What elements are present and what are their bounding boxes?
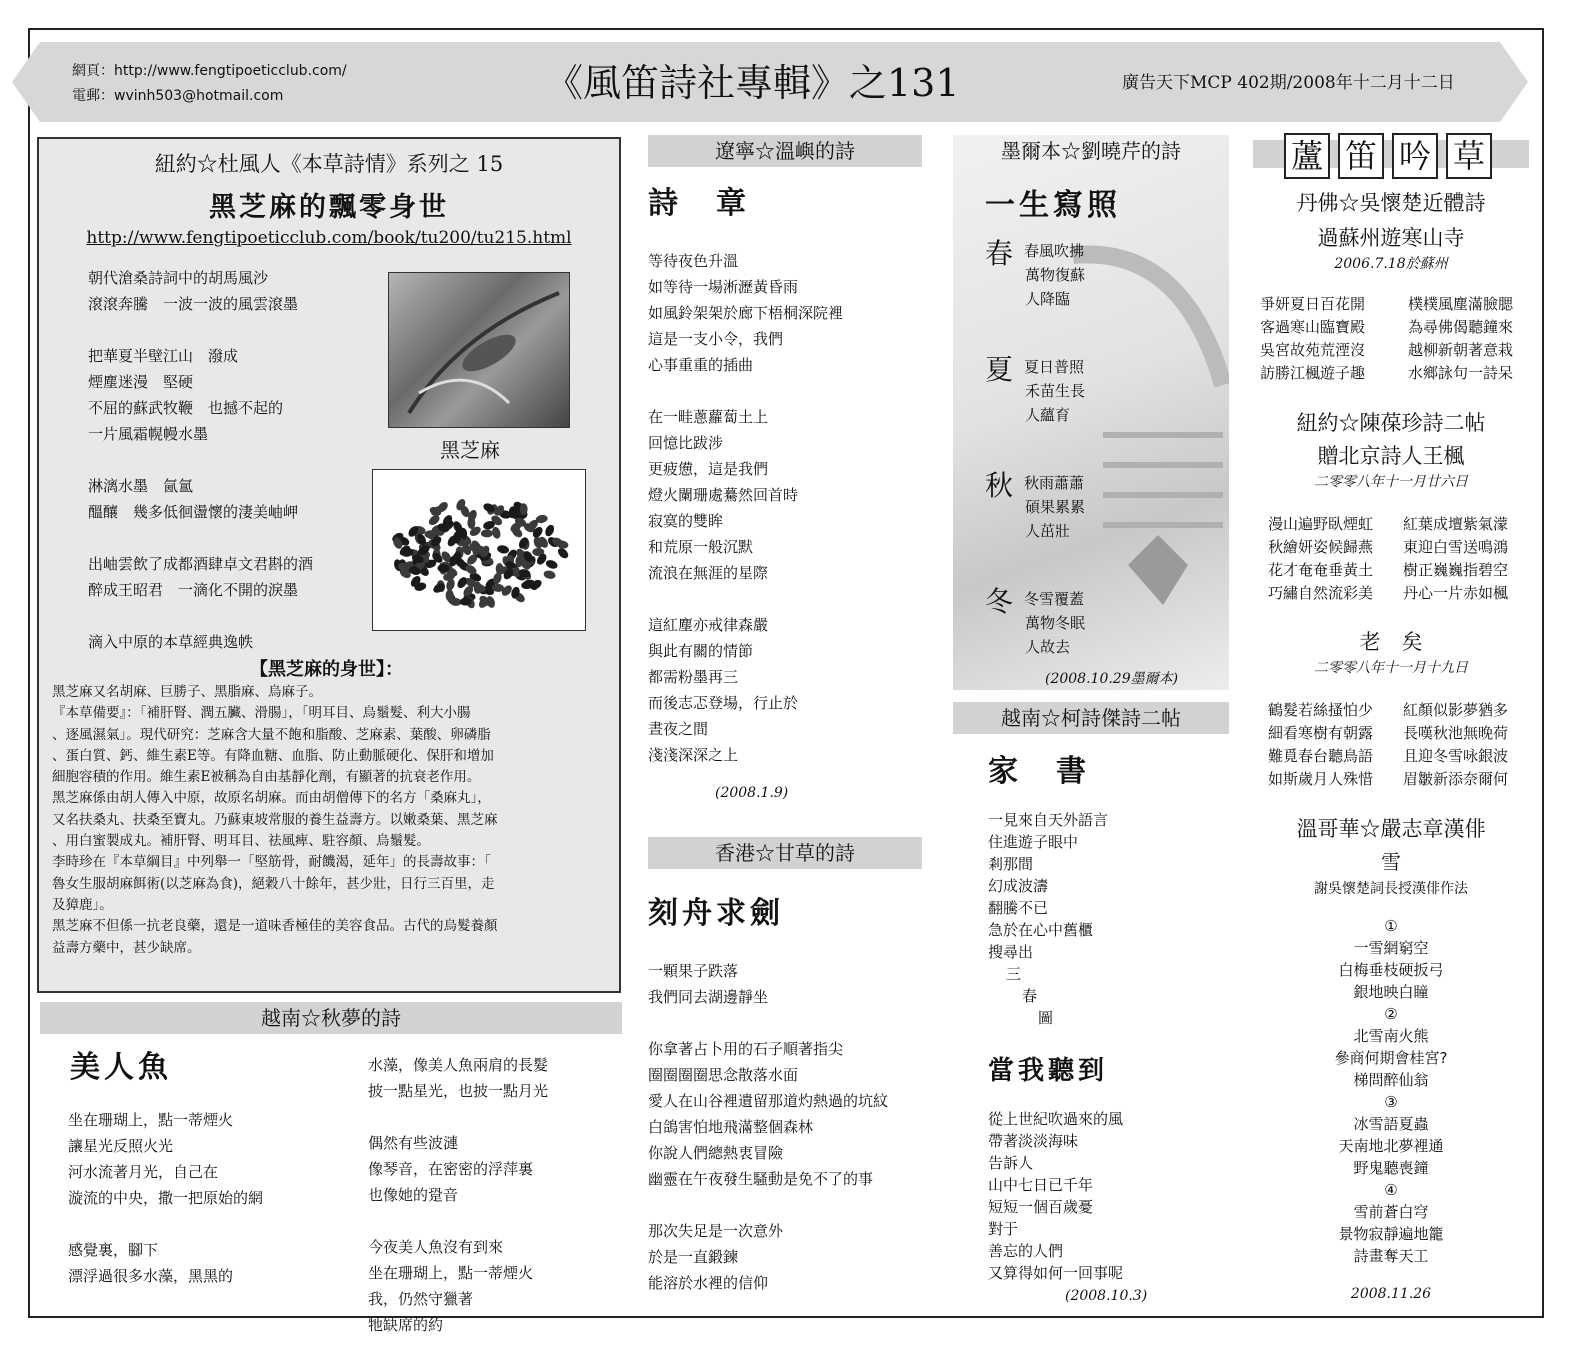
ke-stair-1: 三: [1006, 965, 1022, 983]
poem-line: 如斯歲月人殊惜: [1268, 770, 1374, 788]
plant-leaf-icon: [389, 273, 569, 427]
season-line: 人降臨: [1025, 290, 1071, 308]
poem-line: 河水流著月光，自己在: [68, 1163, 219, 1181]
season-char: 秋: [985, 469, 1014, 502]
poem-line: 於是一直鍛鍊: [648, 1248, 739, 1266]
page-title: 《風笛詩社專輯》之131: [545, 61, 960, 105]
season-line: 春風吹拂: [1024, 242, 1085, 260]
brand-char-box: 笛: [1338, 133, 1384, 179]
poem-line: 樸樸風塵滿臉腮: [1408, 295, 1514, 313]
gancao-title: 刻舟求劍: [648, 896, 784, 931]
poem-line: [648, 378, 843, 404]
feature-poem: [88, 265, 313, 655]
poem-line: 搜尋出: [988, 943, 1034, 961]
qiumeng-poem-col1: [68, 1107, 263, 1289]
haiku-line: 天南地北夢裡通: [1338, 1137, 1444, 1155]
season-line: 夏日普照: [1024, 358, 1085, 376]
ke-stair-3: 圖: [1038, 1009, 1054, 1027]
issue-info: 廣告天下MCP 402期/2008年十二月十二日: [1122, 73, 1455, 93]
poem-line: 善忘的人們: [988, 1242, 1064, 1260]
poem-line: 紅顏似影夢猶多: [1403, 701, 1509, 719]
poem-line: [88, 317, 313, 343]
season-line: 秋雨蕭蕭: [1024, 474, 1085, 492]
ke-heading: 越南☆柯詩傑詩二帖: [953, 702, 1229, 734]
poem-line: 樹正巍巍指碧空: [1403, 561, 1509, 579]
poem-line: 漂浮過很多水藻，黑黑的: [68, 1267, 234, 1285]
poem-line: 鶴髮若絲搔怕少: [1268, 701, 1374, 719]
poem-line: 急於在心中舊櫃: [988, 921, 1094, 939]
notes-line: 黑芝麻不但係一抗老良藥，還是一道味香極佳的美容食品。古代的烏髮養顏: [52, 918, 498, 935]
poem-line: 心事重重的插曲: [648, 356, 754, 374]
notes-line: 魯女生服胡麻餌術(以芝麻為食)，絕穀八十餘年，甚少壯，日行三百里，走: [52, 875, 495, 892]
season-char: 冬: [985, 585, 1014, 618]
notes-line: 、用白蜜製成丸。補肝腎、明耳目、祛風痺、駐容顏、烏鬚髮。: [52, 833, 430, 850]
poem-line: 漫山遍野臥煙虹: [1268, 515, 1374, 533]
notes-line: 李時珍在『本草綱目』中列舉一「堅筋骨，耐饑渴，延年」的長壽故事：「: [52, 854, 491, 871]
haiku-line: 一雪網窮空: [1353, 939, 1429, 957]
poem-line: 與此有關的情節: [648, 642, 754, 660]
poem-line: 牠缺席的約: [368, 1316, 444, 1334]
poem-line: 又算得如何一回事呢: [988, 1264, 1124, 1282]
poem-line: 對于: [988, 1220, 1019, 1238]
poem-line: 漩流的中央，撒一把原始的網: [68, 1189, 264, 1207]
chen-poem-2-right: [1403, 699, 1508, 791]
wu-date: 2006.7.18於蘇州: [1334, 256, 1448, 272]
poem-line: [88, 447, 313, 473]
feature-series: 紐約☆杜風人《本草詩情》系列之 15: [154, 152, 504, 176]
haiku-number: ③: [1384, 1093, 1398, 1111]
brand-char-box: 蘆: [1284, 133, 1330, 179]
season-char: 春: [985, 237, 1014, 270]
ke-title-1: 家 書: [988, 754, 1090, 789]
ke-title-2: 當我聽到: [988, 1056, 1109, 1086]
yan-title: 雪: [1381, 850, 1401, 874]
poem-line: 讓星光反照火光: [68, 1137, 174, 1155]
poem-line: 把華夏半壁江山 潑成: [88, 347, 239, 365]
poem-line: 披一點星光，也披一點月光: [368, 1082, 549, 1100]
poem-line: 山中七日已千年: [988, 1176, 1094, 1194]
haiku-line: 雪前蒼白穹: [1353, 1203, 1429, 1221]
haiku-line: 北雪南火熊: [1353, 1027, 1429, 1045]
yan-date: 2008.11.26: [1350, 1286, 1432, 1302]
chen-heading: 紐約☆陳葆珍詩二帖: [1296, 411, 1486, 435]
poem-line: 也像她的跫音: [368, 1186, 459, 1204]
poem-line: 坐在珊瑚上，點一蒂煙火: [68, 1111, 234, 1129]
sesame-seeds-photo: [372, 469, 586, 631]
poem-line: 為尋佛偈聽鐘來: [1408, 318, 1514, 336]
poem-line: 丹心一片赤如楓: [1403, 584, 1509, 602]
poem-line: [88, 525, 313, 551]
notes-line: 、逐風濕氣」。現代研究：芝麻含大量不飽和脂酸、芝麻素、葉酸、卵磷脂: [52, 726, 491, 743]
qiumeng-poem-col2: [368, 1052, 548, 1338]
brand-char-box: 草: [1446, 133, 1492, 179]
poem-line: 滾滾奔騰 一波一波的風雲滾墨: [88, 295, 299, 313]
poem-line: 細看寒樹有朝露: [1268, 724, 1374, 742]
chen-poem-1-left: [1268, 513, 1373, 605]
gancao-poem: [648, 958, 888, 1296]
seed-mark: [543, 570, 556, 580]
poem-line: 晝夜之間: [648, 720, 709, 738]
poem-line: 幻成波濤: [988, 877, 1049, 895]
feature-url[interactable]: http://www.fengtipoeticclub.com/book/tu200/tu215.html: [86, 228, 572, 248]
haiku-line: 白梅垂枝硬扳弓: [1338, 961, 1444, 979]
notes-line: 『本草備要』：「補肝腎、潤五臟、滑腸」，「明耳目、烏鬚髮、利大小腸: [52, 705, 471, 722]
wenyu-title: 詩 章: [648, 186, 750, 221]
poem-line: [88, 603, 313, 629]
season-line: 人茁壯: [1025, 522, 1071, 540]
wenyu-date: (2008.1.9): [715, 785, 789, 801]
sesame-seeds-icon: [373, 470, 585, 630]
season-line: 人故去: [1025, 638, 1071, 656]
poem-line: 你拿著占卜用的石子順著指尖: [648, 1040, 844, 1058]
haiku-line: 銀地映白瞳: [1353, 983, 1429, 1001]
poem-line: 像琴音，在密密的浮萍裏: [368, 1160, 534, 1178]
seed-mark: [438, 564, 450, 572]
poem-line: 訪勝江楓遊子趣: [1260, 364, 1366, 382]
haiku-line: 參商何期會桂宮?: [1334, 1049, 1448, 1067]
wu-poem-right: [1408, 293, 1513, 385]
season-line: 冬雪覆蓋: [1024, 590, 1085, 608]
poem-line: 寂寞的雙眸: [648, 512, 724, 530]
chen-date-2: 二零零八年十一月十九日: [1314, 660, 1468, 676]
seed-mark: [520, 503, 528, 515]
poem-line: [648, 586, 843, 612]
poem-line: [68, 1211, 263, 1237]
poem-line: 流浪在無涯的星際: [648, 564, 769, 582]
ke-poem-1: [988, 809, 1108, 963]
chen-poem-2-left: [1268, 699, 1373, 791]
poem-line: 偶然有些波漣: [368, 1134, 459, 1152]
poem-line: 醉成王昭君 一滴化不開的淚墨: [88, 581, 299, 599]
notes-line: 細胞容積的作用。維生素E被稱為自由基靜化劑，有顯著的抗衰老作用。: [52, 769, 481, 786]
poem-line: 能溶於水裡的信仰: [648, 1274, 769, 1292]
poem-line: 如等待一場淅瀝黃昏雨: [648, 278, 799, 296]
poem-line: 客過寒山臨寶殿: [1260, 318, 1366, 336]
poem-line: 水藻，像美人魚兩肩的長髮: [368, 1056, 549, 1074]
wenyu-heading: 遼寧☆溫嶼的詩: [648, 135, 922, 167]
poem-line: 而後志忑登場，行止於: [648, 694, 799, 712]
poem-line: 白鴿害怕地飛滿整個森林: [648, 1118, 814, 1136]
sesame-plant-photo: [388, 272, 570, 428]
poem-line: 我們同去湖邊靜坐: [648, 988, 769, 1006]
poem-line: 翻騰不已: [988, 899, 1049, 917]
season-char: 夏: [985, 353, 1014, 386]
poem-line: 一顆果子跌落: [648, 962, 739, 980]
notes-heading: 【黑芝麻的身世】：: [250, 659, 403, 680]
poem-line: 在一畦蔥蘿蔔土上: [648, 408, 769, 426]
email-link[interactable]: 電郵：wvinh503@hotmail.com: [72, 88, 284, 104]
poem-line: 一片風霜幌幔水墨: [88, 425, 209, 443]
notes-line: 黑芝麻係由胡人傳入中原，故原名胡麻。而由胡僧傳下的名方「桑麻丸」，: [52, 790, 491, 807]
brand-char-box: 吟: [1392, 133, 1438, 179]
poem-line: 和荒原一般沉默: [648, 538, 754, 556]
poem-line: 更疲憊，這是我們: [648, 460, 769, 478]
ke-stair-2: 春: [1022, 987, 1038, 1005]
poem-line: 剎那間: [988, 855, 1034, 873]
chen-title-2: 老 矣: [1359, 630, 1423, 654]
notes-line: 黑芝麻又名胡麻、巨勝子、黑脂麻、烏麻子。: [52, 684, 322, 700]
poem-line: 愛人在山谷裡遺留那道灼熱過的坑紋: [648, 1092, 889, 1110]
haiku-line: 詩畫奪天工: [1353, 1247, 1429, 1265]
seed-mark: [491, 526, 502, 540]
poem-line: 這紅塵亦戒律森嚴: [648, 616, 769, 634]
poem-line: 從上世紀吹過來的風: [988, 1110, 1124, 1128]
poem-line: 幽靈在午夜發生騷動是免不了的事: [648, 1170, 874, 1188]
poem-line: 都需粉墨再三: [648, 668, 739, 686]
qiumeng-heading: 越南☆秋夢的詩: [40, 1002, 622, 1034]
feature-title: 黑芝麻的飄零身世: [209, 192, 449, 223]
seed-mark: [545, 559, 559, 571]
poem-line: 滴入中原的本草經典逸帙: [88, 633, 254, 651]
wenyu-poem: [648, 248, 843, 768]
wu-poem-left: [1260, 293, 1365, 385]
poem-line: 煙塵迷漫 堅硬: [88, 373, 194, 391]
yan-heading: 溫哥華☆嚴志章漢俳: [1296, 817, 1486, 841]
season-line: 萬物復蘇: [1025, 266, 1086, 284]
website-link[interactable]: 網頁：http://www.fengtipoeticclub.com/: [72, 63, 347, 79]
season-line: 碩果累累: [1025, 498, 1086, 516]
seed-mark: [496, 544, 509, 554]
poem-line: 眉皺新添奈爾何: [1403, 770, 1509, 788]
notes-line: 及獐鹿」。: [52, 896, 113, 913]
poem-line: 圈圈圈圈思念散落水面: [648, 1066, 799, 1084]
poem-line: 等待夜色升溫: [648, 252, 739, 270]
poem-line: 爭妍夏日百花開: [1260, 295, 1366, 313]
poem-line: 燈火闌珊處驀然回首時: [648, 486, 799, 504]
feature-notes: [52, 682, 498, 959]
ke-date: (2008.10.3): [1065, 1288, 1148, 1304]
haiku-number: ①: [1384, 917, 1398, 935]
poem-line: 長嘆秋池無晚荷: [1403, 724, 1509, 742]
poem-line: [368, 1208, 548, 1234]
poem-line: [648, 1192, 888, 1218]
poem-line: 這是一支小令，我們: [648, 330, 784, 348]
poem-line: 感覺裏，腳下: [68, 1241, 159, 1259]
poem-line: 水鄉詠句一詩呆: [1408, 364, 1514, 382]
haiku-number: ④: [1384, 1181, 1398, 1199]
poem-line: 你說人們總熱衷冒險: [648, 1144, 784, 1162]
yan-haiku: [1253, 915, 1529, 1267]
notes-line: 益壽方藥中，甚少缺席。: [52, 939, 201, 956]
liu-date: (2008.10.29墨爾本): [1045, 671, 1179, 687]
liu-title: 一生寫照: [985, 188, 1121, 223]
chen-title-1: 贈北京詩人王楓: [1317, 444, 1465, 468]
poem-line: 紅葉成壇紫氣濛: [1403, 515, 1509, 533]
poem-line: 今夜美人魚沒有到來: [368, 1238, 504, 1256]
poem-line: 且迎冬雪咏銀波: [1403, 747, 1509, 765]
qiumeng-title: 美人魚: [70, 1050, 172, 1085]
chen-poem-1-right: [1403, 513, 1508, 605]
haiku-number: ②: [1384, 1005, 1398, 1023]
notes-line: 、蛋白質、鈣、維生素E等。有降血糖、血脂、防止動脈硬化、保肝和增加: [52, 747, 494, 764]
haiku-line: 景物寂靜遍地籠: [1338, 1225, 1444, 1243]
poem-line: 秋繪妍姿候歸燕: [1268, 538, 1374, 556]
poem-line: 那次失足是一次意外: [648, 1222, 784, 1240]
season-line: 禾苗生長: [1025, 382, 1086, 400]
poem-line: [648, 1010, 888, 1036]
poem-line: 短短一個百歲憂: [988, 1198, 1094, 1216]
poem-line: 朝代滄桑詩詞中的胡馬風沙: [88, 269, 269, 287]
chen-date-1: 二零零八年十一月廿六日: [1314, 474, 1468, 490]
yan-subtitle: 謝吳懷楚詞長授漢俳作法: [1314, 881, 1468, 897]
gancao-heading: 香港☆甘草的詩: [648, 837, 922, 869]
season-line: 萬物冬眠: [1025, 614, 1086, 632]
wu-heading: 丹佛☆吳懷楚近體詩: [1296, 191, 1486, 215]
poem-line: 花才奄奄垂黃土: [1268, 561, 1374, 579]
haiku-line: 野鬼聽喪鐘: [1353, 1159, 1429, 1177]
poem-line: 住進遊子眼中: [988, 833, 1079, 851]
haiku-line: 梯問醉仙翁: [1353, 1071, 1429, 1089]
poem-line: 我，仍然守獵著: [368, 1290, 474, 1308]
notes-line: 又名扶桑丸、扶桑至寶丸。乃蘇東坡常服的養生益壽方。以嫩桑葉、黑芝麻: [52, 811, 498, 828]
poem-line: 東迎白雪送鳴鴻: [1403, 538, 1509, 556]
liu-heading: 墨爾本☆劉曉芹的詩: [1001, 139, 1181, 163]
poem-line: 醞釀 幾多低徊盪懷的淒美岫岬: [88, 503, 299, 521]
seed-mark: [481, 529, 493, 537]
poem-line: 越柳新朝著意栽: [1408, 341, 1514, 359]
poem-line: 不屈的蘇武牧鞭 也撼不起的: [88, 399, 284, 417]
poem-line: 出岫雲飲了成都酒肆卓文君斟的酒: [88, 555, 314, 573]
seed-mark: [485, 595, 496, 609]
poem-line: 淋漓水墨 氤氳: [88, 477, 194, 495]
season-line: 人蘊育: [1025, 406, 1071, 424]
poem-line: 吳宮故苑荒湮沒: [1260, 341, 1366, 359]
poem-line: 告訴人: [988, 1154, 1034, 1172]
seed-mark: [544, 523, 556, 537]
poem-line: 如風鈴架架於廊下梧桐深院裡: [648, 304, 844, 322]
poem-line: 一見來自天外語言: [988, 811, 1109, 829]
poem-line: 淺淺深深之上: [648, 746, 739, 764]
photo-caption: 黑芝麻: [440, 438, 500, 462]
ke-poem-2: [988, 1108, 1123, 1284]
poem-line: 回憶比跋涉: [648, 434, 724, 452]
poem-line: 巧繡自然流彩美: [1268, 584, 1374, 602]
wu-title: 過蘇州遊寒山寺: [1317, 226, 1465, 250]
poem-line: 難覓春台聽鳥語: [1268, 747, 1374, 765]
poem-line: 帶著淡淡海味: [988, 1132, 1079, 1150]
haiku-line: 冰雪語夏蟲: [1353, 1115, 1429, 1133]
poem-line: [368, 1104, 548, 1130]
poem-line: 坐在珊瑚上，點一蒂煙火: [368, 1264, 534, 1282]
